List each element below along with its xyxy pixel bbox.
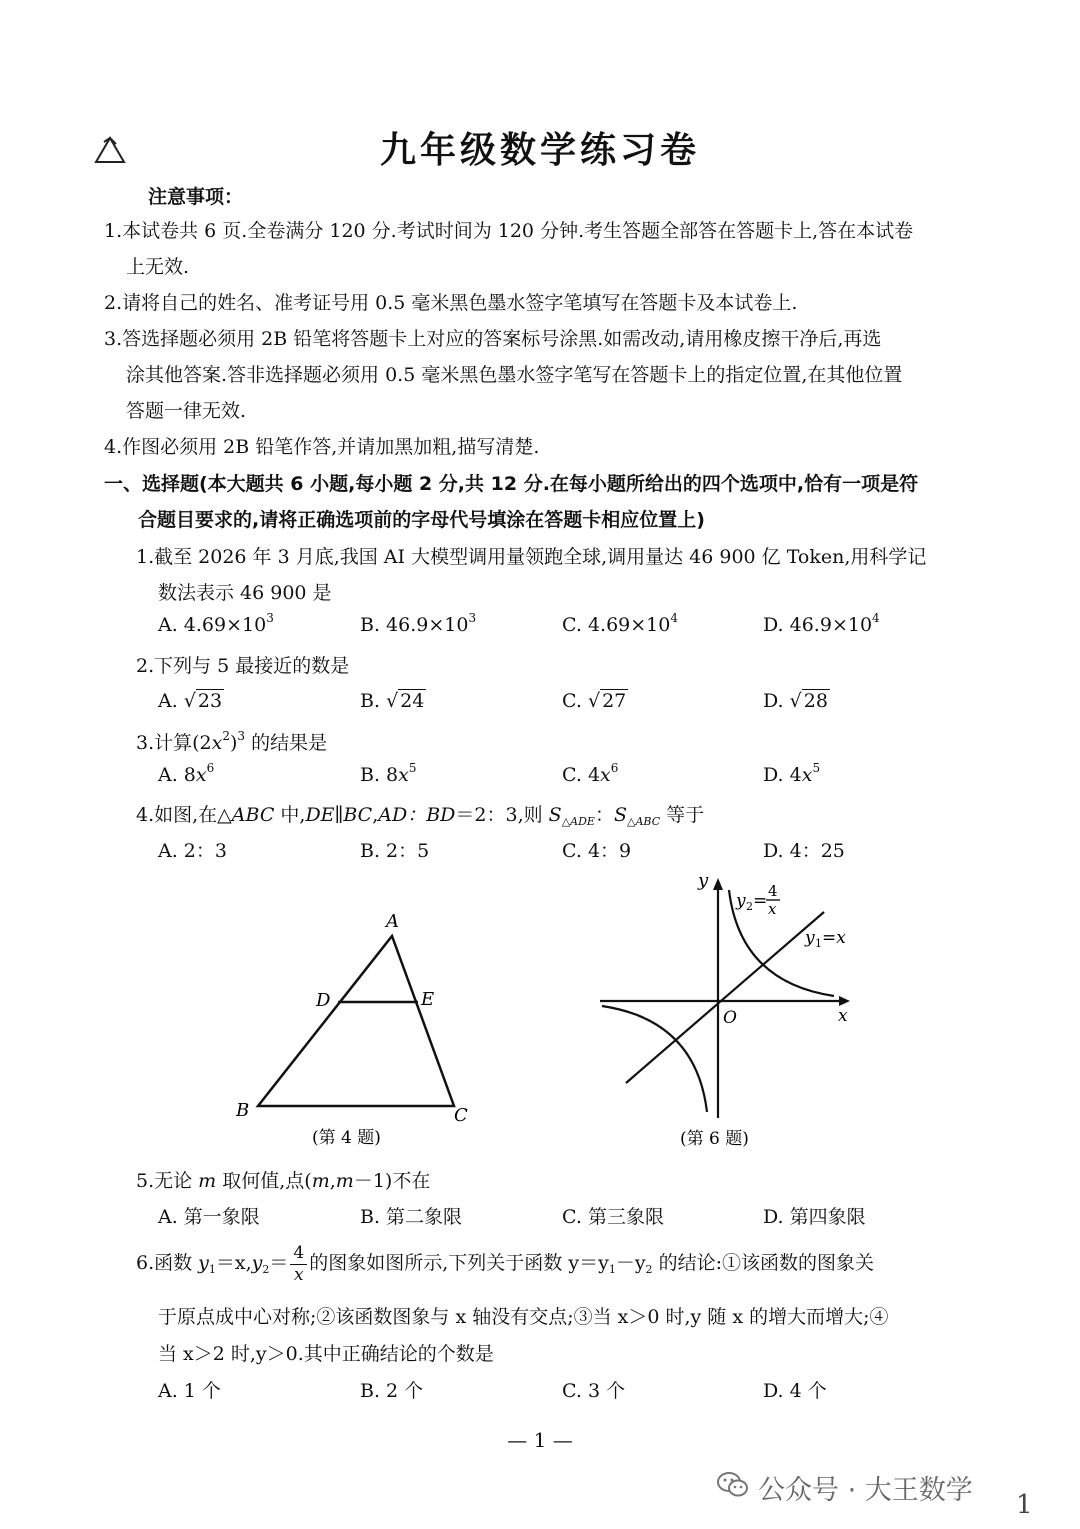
- page-title: 九年级数学练习卷: [379, 130, 700, 171]
- note-line-6: 答题一律无效.: [126, 400, 247, 422]
- label-e: E: [421, 989, 435, 1010]
- wechat-icon: [716, 1470, 750, 1504]
- q1-option-c: C. $4.69\times 10^4$: [562, 611, 678, 636]
- q6-stem-line2: 于原点成中心对称;②该函数图象与 x 轴没有交点;③当 x＞0 时,y 随 x 的增大而增大;④: [158, 1306, 889, 1328]
- q4-option-d: D. 4：25: [763, 840, 845, 862]
- q4-option-a: A. 2：3: [158, 840, 227, 862]
- corner-number: 1: [1016, 1490, 1033, 1520]
- watermark: 公众号 · 大王数学: [758, 1475, 973, 1506]
- figure-6-caption: (第 6 题): [680, 1129, 749, 1149]
- q3-option-d: D. $4x^5$: [763, 761, 821, 786]
- label-y1: y: [805, 928, 815, 948]
- page-number: — 1 —: [507, 1428, 573, 1452]
- q3-stem: 3.计算$(2x^2)^3$ 的结果是: [136, 729, 328, 754]
- label-b: B: [236, 1100, 250, 1121]
- q6-stem-line3: 当 x＞2 时,y＞0.其中正确结论的个数是: [158, 1343, 494, 1365]
- q4-option-c: C. 4：9: [562, 840, 632, 862]
- q6-option-d: D. 4 个: [763, 1380, 827, 1402]
- label-x-axis: x: [838, 1006, 848, 1026]
- q6-stem-line1: 6.函数 $y_1=x,y_2=$ $\frac{4}{x}$ 的图象如图所示,下列关于函数 $y=y_1-y_2$ 的结论:①该函数的图象关: [136, 1242, 874, 1285]
- figure-4-caption: (第 4 题): [312, 1128, 381, 1148]
- q1-stem-line1: 1.截至 2026 年 3 月底,我国 AI 大模型调用量领跑全球,调用量达 46 900 亿 Token,用科学记: [136, 546, 927, 568]
- q2-option-d: D. √ 28: [763, 690, 828, 712]
- label-y1-rhs: =x: [822, 928, 846, 948]
- q1-stem-line2: 数法表示 46 900 是: [158, 582, 332, 604]
- label-d: D: [316, 990, 331, 1011]
- q2-option-b: B. √ 24: [360, 690, 425, 712]
- q5-option-a: A. 第一象限: [158, 1206, 260, 1228]
- label-y2-den: x: [768, 900, 777, 918]
- label-y2-sub: 2: [746, 900, 753, 913]
- note-line-1: 1.本试卷共 6 页.全卷满分 120 分.考试时间为 120 分钟.考生答题全部答在答题卡上,答在本试卷: [104, 220, 914, 242]
- q1-option-d: D. $46.9\times 10^4$: [763, 611, 880, 636]
- q5-option-c: C. 第三象限: [562, 1206, 664, 1228]
- section-heading-1: 一、选择题(本大题共 6 小题,每小题 2 分,共 12 分.在每小题所给出的四个选项中,恰有一项是符: [104, 473, 919, 495]
- note-line-3: 2.请将自己的姓名、准考证号用 0.5 毫米黑色墨水签字笔填写在答题卡及本试卷上.: [104, 292, 798, 314]
- note-line-5: 涂其他答案.答非选择题必须用 0.5 毫米黑色墨水签字笔写在答题卡上的指定位置,在其他位置: [126, 364, 903, 386]
- q4-option-b: B. 2：5: [360, 840, 430, 862]
- q6-option-b: B. 2 个: [360, 1380, 424, 1402]
- q3-option-b: B. $8x^5$: [360, 761, 417, 786]
- q3-option-a: A. $8x^6$: [158, 761, 215, 786]
- label-origin: O: [723, 1008, 737, 1028]
- note-line-2: 上无效.: [126, 256, 190, 278]
- q2-option-a: A. √ 23: [158, 690, 223, 712]
- label-c: C: [454, 1105, 468, 1126]
- y-axis-arrow: [713, 878, 723, 890]
- q6-option-a: A. 1 个: [158, 1380, 221, 1402]
- figure-4-triangle: [220, 900, 500, 1160]
- label-y2: y: [736, 891, 746, 911]
- q2-option-c: C. √ 27: [562, 690, 627, 712]
- q2-stem: 2.下列与 5 最接近的数是: [136, 655, 350, 677]
- x-axis-arrow: [839, 996, 850, 1006]
- label-a: A: [386, 911, 399, 932]
- q5-stem: 5.无论 m 取何值,点(m,m－1)不在: [136, 1170, 431, 1192]
- figure-6-graph: [590, 866, 870, 1161]
- note-line-7: 4.作图必须用 2B 铅笔作答,并请加黑加粗,描写清楚.: [104, 436, 540, 458]
- q1-option-a: A. $4.69\times 10^3$: [158, 611, 274, 636]
- line-y1: [626, 912, 824, 1083]
- label-y-axis: y: [698, 870, 709, 891]
- label-y2-num: 4: [768, 882, 778, 900]
- triangle-abc: [258, 936, 454, 1106]
- q3-option-c: C. $4x^6$: [562, 761, 619, 786]
- q6-option-c: C. 3 个: [562, 1380, 626, 1402]
- note-line-4: 3.答选择题必须用 2B 铅笔将答题卡上对应的答案标号涂黑.如需改动,请用橡皮擦干净后,再选: [104, 328, 882, 350]
- q1-option-b: B. $46.9\times 10^3$: [360, 611, 477, 636]
- label-y1-sub: 1: [815, 937, 822, 950]
- section-heading-2: 合题目要求的,请将正确选项前的字母代号填涂在答题卡相应位置上): [138, 509, 705, 531]
- q5-option-b: B. 第二象限: [360, 1206, 463, 1228]
- notice-heading: 注意事项：: [148, 186, 244, 208]
- q4-stem: 4.如图,在△ABC 中,DE∥BC,AD：BD＝2：3,则 $S_{\triangle ADE}$：$S_{\triangle ABC}$ 等于: [136, 804, 705, 828]
- label-y2-eq: =: [753, 891, 768, 911]
- q5-option-d: D. 第四象限: [763, 1206, 866, 1228]
